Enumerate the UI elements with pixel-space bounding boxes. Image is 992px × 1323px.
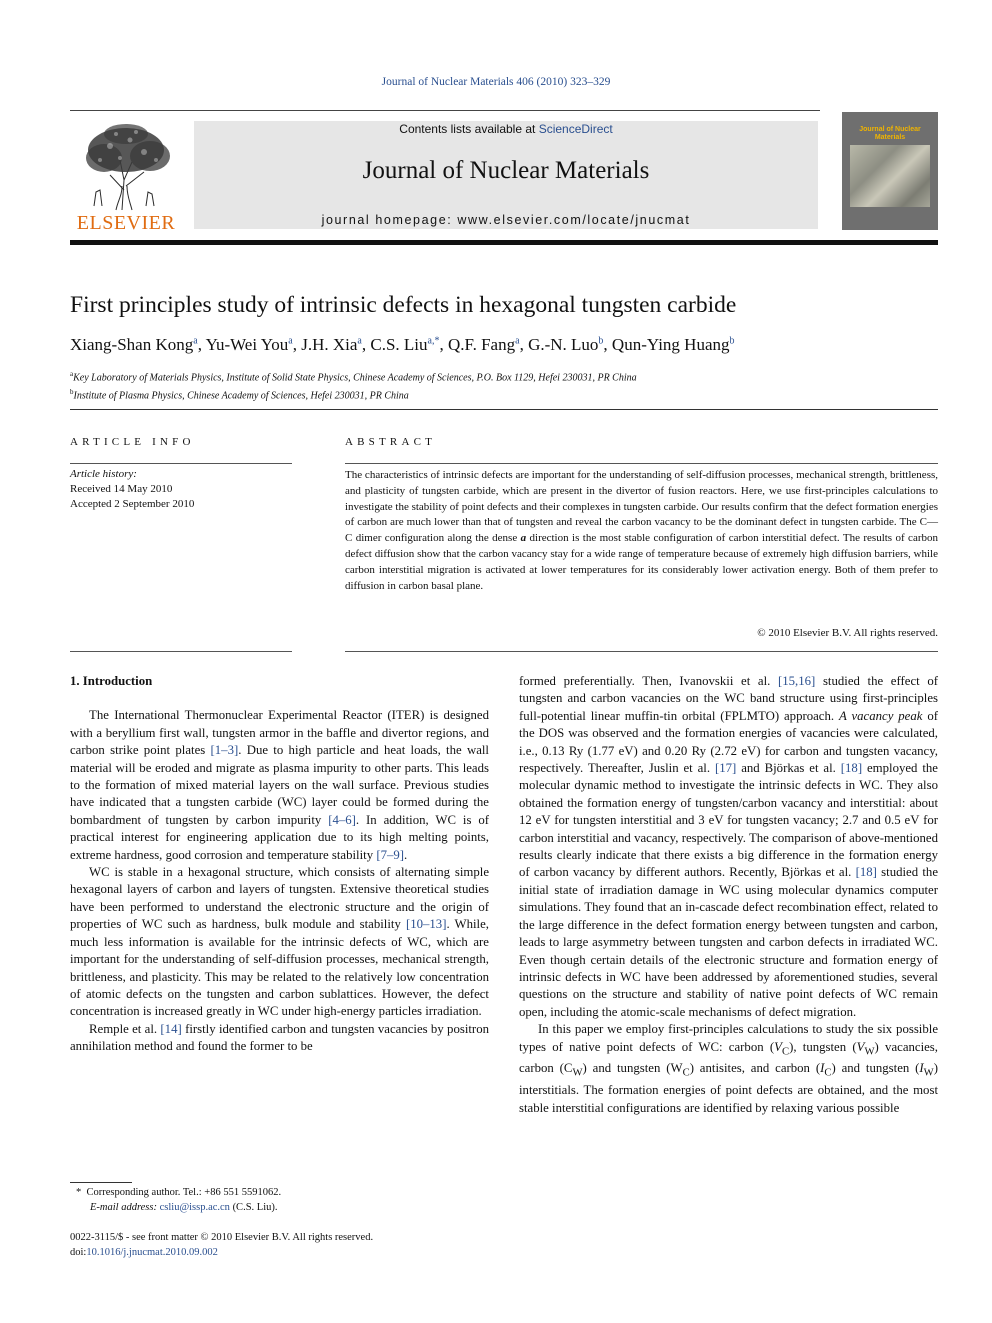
contents-line bbox=[194, 121, 818, 136]
article-info-rule bbox=[70, 463, 292, 464]
affiliation-mark: b bbox=[70, 388, 74, 397]
body-column-left bbox=[70, 673, 489, 1056]
author-affil-mark[interactable]: a bbox=[288, 335, 293, 347]
text-run: of the DOS was observed and the formation energies of vacancies were calculated, i.e., 0.13 Ry (1.77 eV) and 0.20 Ry (2.72 eV) for carbon and tungsten vacancy, respectively. Thereafter, Juslin et al. bbox=[519, 708, 939, 776]
footnote-rule bbox=[70, 1182, 132, 1183]
article-history bbox=[70, 467, 292, 511]
cover-title: Journal of Nuclear Materials bbox=[859, 126, 921, 141]
text-run: WC is stable in a hexagonal structure, which consists of alternating simple hexagonal layers of carbon and layers of tungsten. Extensive theoretical studies have been performed to understand the electronic structure and the origin of properties of WC such as hardness, bulk module and stability bbox=[70, 865, 489, 932]
affiliations bbox=[70, 367, 940, 404]
abstract-heading: ABSTRACT bbox=[345, 436, 437, 448]
symbol-subscript: C bbox=[781, 1046, 790, 1058]
text-run: employed the molecular dynamic method to investigate the intrinsic defects in WC. They also obtained the formation energy of tungsten/carbon vacancy and interstitial: about 12 eV for tungsten interstitial and 3 eV for tungsten vacancy; 2.7 and 0.5 eV for carbon interstitial and vacancy, respectively. The comparison of above-mentioned results clearly indicate that there exists a big difference in the formation energy of carbon vacancy by different authors. Recently, Björkas et al. bbox=[519, 761, 938, 880]
text-run: firstly identified carbon and tungsten vacancies by positron annihilation method and found the former to be bbox=[70, 1021, 489, 1054]
affiliation-b bbox=[70, 385, 940, 403]
symbol-subscript: W bbox=[572, 1068, 583, 1080]
paragraph bbox=[70, 1021, 489, 1056]
journal-banner bbox=[194, 121, 818, 229]
author-separator: , bbox=[292, 335, 302, 354]
affiliation-text: Institute of Plasma Physics, Chinese Academy of Sciences, Hefei 230031, PR China bbox=[73, 390, 409, 402]
text-run: studied the initial state of irradiation damage in WC using molecular dynamics computer simulations. They found that an in-cascade defect recombination effect, related to the large difference in the defect formation energy between tungsten and carbon, leads to large asymmetry between tungsten and carbon defects in irradiated WC. Even though certain details of the electronic structure and formation energy of intrinsic defects in WC have been addressed by aforementioned studies, several questions on the structure and stability of native point defects of WC remain open, including the atomic-scale mechanisms of defect migration. bbox=[519, 865, 938, 1019]
text-run: studied the effect of tungsten and carbon vacancies on the WC band structure using first-principles full-potential linear muffin-tin orbital (FPLMTO) approach. bbox=[519, 674, 938, 723]
paragraph bbox=[519, 1021, 938, 1117]
footnote-text: Corresponding author. Tel.: +86 551 5591062. bbox=[86, 1187, 282, 1198]
author-affil-mark[interactable]: a,* bbox=[427, 335, 440, 347]
doi-link[interactable]: 10.1016/j.jnucmat.2010.09.002 bbox=[86, 1247, 218, 1258]
text-run: . While, much less information is available for the intrinsic defects of WC, which are important for the understanding of self-diffusion processes, mechanical strength, brittleness, and plasticity. This may be related to the relatively low concentration of atomic defects on the tungsten and carbon sublattices. However, the defect concentration is increased greatly in WC under high-energy particles irradiation. bbox=[70, 917, 489, 1019]
citation-link[interactable]: [4–6] bbox=[328, 812, 356, 827]
received-date: Received 14 May 2010 bbox=[70, 482, 173, 495]
author-affil-mark[interactable]: a bbox=[193, 335, 198, 347]
email-suffix: (C.S. Liu). bbox=[229, 1202, 278, 1213]
header-thick-rule bbox=[70, 240, 938, 245]
author-name: C.S. Liu bbox=[370, 335, 428, 354]
author-name: Qun-Ying Huang bbox=[611, 335, 730, 354]
author-affil-mark[interactable]: b bbox=[598, 335, 604, 347]
paragraph bbox=[70, 864, 489, 1021]
affiliation-a bbox=[70, 367, 940, 385]
text-run: ) interstitials. The formation energies of point defects are obtained, and the most stable interstitial configurations are identified by relaxing various possible bbox=[519, 1061, 938, 1115]
journal-cover-image[interactable] bbox=[842, 112, 938, 230]
journal-title: Journal of Nuclear Materials bbox=[362, 157, 650, 184]
citation-link[interactable]: [15,16] bbox=[777, 674, 816, 688]
symbol-subscript: W bbox=[864, 1046, 875, 1058]
text-run: formed preferentially. Then, Ivanovskii et al. bbox=[519, 674, 778, 688]
author-separator: , bbox=[439, 335, 448, 354]
citation-link[interactable]: [7–9] bbox=[376, 847, 405, 862]
sciencedirect-link[interactable]: ScienceDirect bbox=[538, 122, 613, 136]
elsevier-tree-icon bbox=[70, 120, 182, 212]
citation-link[interactable]: [1–3] bbox=[210, 743, 239, 758]
front-matter bbox=[70, 1230, 489, 1260]
corresponding-author-note bbox=[70, 1185, 489, 1200]
citation-link[interactable]: [18] bbox=[855, 865, 877, 880]
text-run: ) vacancies, carbon (C bbox=[519, 1039, 938, 1076]
abstract-part: direction is the most stable configuration of carbon interstitial defect. The results of carbon defect diffusion show that the carbon vacancy stay for a wide range of temperature because of extremely high diffusion barriers, while carbon interstitial migration is activated at lower temperatures for its considerably lower activation energy. Both of them prefer to diffusion in carbon basal plane. bbox=[345, 532, 938, 592]
text-run: . In addition, WC is of practical interest for engineering application due to its high melting points, extreme hardness, good corrosion and temperature stability bbox=[70, 812, 489, 862]
abstract-part: C dimer configuration along the dense bbox=[345, 532, 521, 545]
citation-link[interactable]: [17] bbox=[714, 761, 737, 776]
text-run: ) and tungsten (W bbox=[582, 1061, 683, 1076]
paragraph bbox=[519, 673, 938, 1021]
author-affil-mark[interactable]: b bbox=[729, 335, 735, 347]
author-name: J.H. Xia bbox=[301, 335, 358, 354]
text-run: Remple et al. bbox=[89, 1021, 161, 1036]
affiliation-text: Key Laboratory of Materials Physics, Institute of Solid State Physics, Chinese Academy of Sciences, P.O. Box 1129, Hefei 230031, PR China bbox=[73, 372, 637, 384]
doi-label: doi: bbox=[70, 1247, 87, 1258]
header-rule bbox=[70, 110, 820, 111]
text-run: In this paper we employ first-principles calculations to study the six possible types of native point defects of WC: carbon ( bbox=[519, 1022, 938, 1054]
body-column-right bbox=[519, 673, 938, 1117]
author-separator: , bbox=[197, 335, 206, 354]
abstract-bond-symbol: — bbox=[927, 516, 938, 529]
doi-line bbox=[70, 1245, 489, 1260]
author-separator: , bbox=[603, 335, 612, 354]
cover-photo bbox=[850, 145, 930, 207]
symbol-subscript: C bbox=[682, 1068, 690, 1080]
copyright-notice: © 2010 Elsevier B.V. All rights reserved. bbox=[757, 627, 938, 639]
symbol-subscript: W bbox=[923, 1068, 934, 1080]
front-matter-line: 0022-3115/$ - see front matter © 2010 Elsevier B.V. All rights reserved. bbox=[70, 1232, 374, 1243]
text-run: ) and tungsten ( bbox=[831, 1061, 920, 1076]
text-run: and Björkas et al. bbox=[736, 761, 841, 776]
symbol: I bbox=[919, 1061, 924, 1076]
email-note bbox=[70, 1200, 489, 1215]
abstract-direction-symbol: a bbox=[520, 532, 527, 545]
journal-citation[interactable]: Journal of Nuclear Materials 406 (2010) 323–329 bbox=[381, 76, 611, 88]
footnotes bbox=[70, 1185, 489, 1215]
article-info-heading: ARTICLE INFO bbox=[70, 436, 195, 448]
abstract-rule-bottom bbox=[345, 651, 938, 652]
author-name: Yu-Wei You bbox=[205, 335, 289, 354]
symbol: V bbox=[856, 1039, 865, 1054]
symbol: I bbox=[820, 1061, 825, 1076]
abstract-text bbox=[345, 468, 938, 594]
intro-heading: 1. Introduction bbox=[70, 674, 153, 688]
elsevier-logo[interactable] bbox=[70, 120, 182, 232]
abstract-part: The characteristics of intrinsic defects are important for the understanding of self-diffusion processes, mechanical strength, brittleness, and plasticity of tungsten carbide, which are present in the divertor of fusion reactors. Here, we use first-principles calculations to investigate the stability of point defects and their complexes in tungsten carbide. Our results confirm that the defect formation energies of carbon are much lower than that of tungsten and reveal the carbon vacancy to be the dominant defect in tungsten carbide. The C bbox=[345, 469, 939, 529]
author-separator: , bbox=[519, 335, 529, 354]
journal-homepage[interactable]: journal homepage: www.elsevier.com/locate/jnucmat bbox=[321, 213, 691, 227]
symbol-subscript: C bbox=[824, 1068, 832, 1080]
author-name: Q.F. Fang bbox=[447, 335, 516, 354]
author-affil-mark[interactable]: a bbox=[515, 335, 520, 347]
accepted-date: Accepted 2 September 2010 bbox=[70, 497, 195, 510]
text-run: ), tungsten ( bbox=[789, 1039, 857, 1054]
author-name: G.-N. Luo bbox=[528, 335, 599, 354]
author-list bbox=[70, 335, 940, 355]
text-run: ) antisites, and carbon ( bbox=[689, 1061, 821, 1076]
email-link[interactable]: csliu@issp.ac.cn bbox=[159, 1202, 230, 1213]
symbol: V bbox=[774, 1039, 782, 1054]
text-run-italic: A vacancy peak bbox=[838, 708, 923, 723]
section-rule bbox=[70, 409, 938, 410]
article-title: First principles study of intrinsic defects in hexagonal tungsten carbide bbox=[70, 292, 737, 318]
elsevier-wordmark: ELSEVIER bbox=[76, 212, 176, 234]
email-label: E-mail address: bbox=[90, 1202, 157, 1213]
author-name: Xiang-Shan Kong bbox=[70, 335, 194, 354]
paragraph bbox=[70, 707, 489, 864]
affiliation-mark: a bbox=[70, 370, 74, 378]
citation-link[interactable]: [14] bbox=[160, 1021, 182, 1036]
text-run: . Due to high particle and heat loads, the wall material will be eroded and migrate as plasma impurity to other parts. This leads to the formation of mixed material layers on the wall surface. Previous studies have indicated that a tungsten carbide (WC) layer could be formed during the bombardment of tungsten by carbon impurity bbox=[70, 743, 489, 827]
author-affil-mark[interactable]: a bbox=[357, 335, 362, 347]
footnote-mark: * bbox=[76, 1187, 82, 1198]
abstract-rule bbox=[345, 463, 938, 464]
author-separator: , bbox=[361, 335, 371, 354]
text-run: The International Thermonuclear Experimental Reactor (ITER) is designed with a beryllium first wall, tungsten armor in the baffle and divertor regions, and carbon strike point plates bbox=[70, 708, 489, 758]
citation-link[interactable]: [18] bbox=[840, 761, 863, 776]
citation-link[interactable]: [10–13] bbox=[405, 917, 447, 932]
history-label: Article history: bbox=[70, 468, 137, 480]
article-info-rule-bottom bbox=[70, 651, 292, 652]
contents-prefix: Contents lists available at bbox=[399, 122, 539, 136]
text-run: . bbox=[404, 847, 408, 862]
